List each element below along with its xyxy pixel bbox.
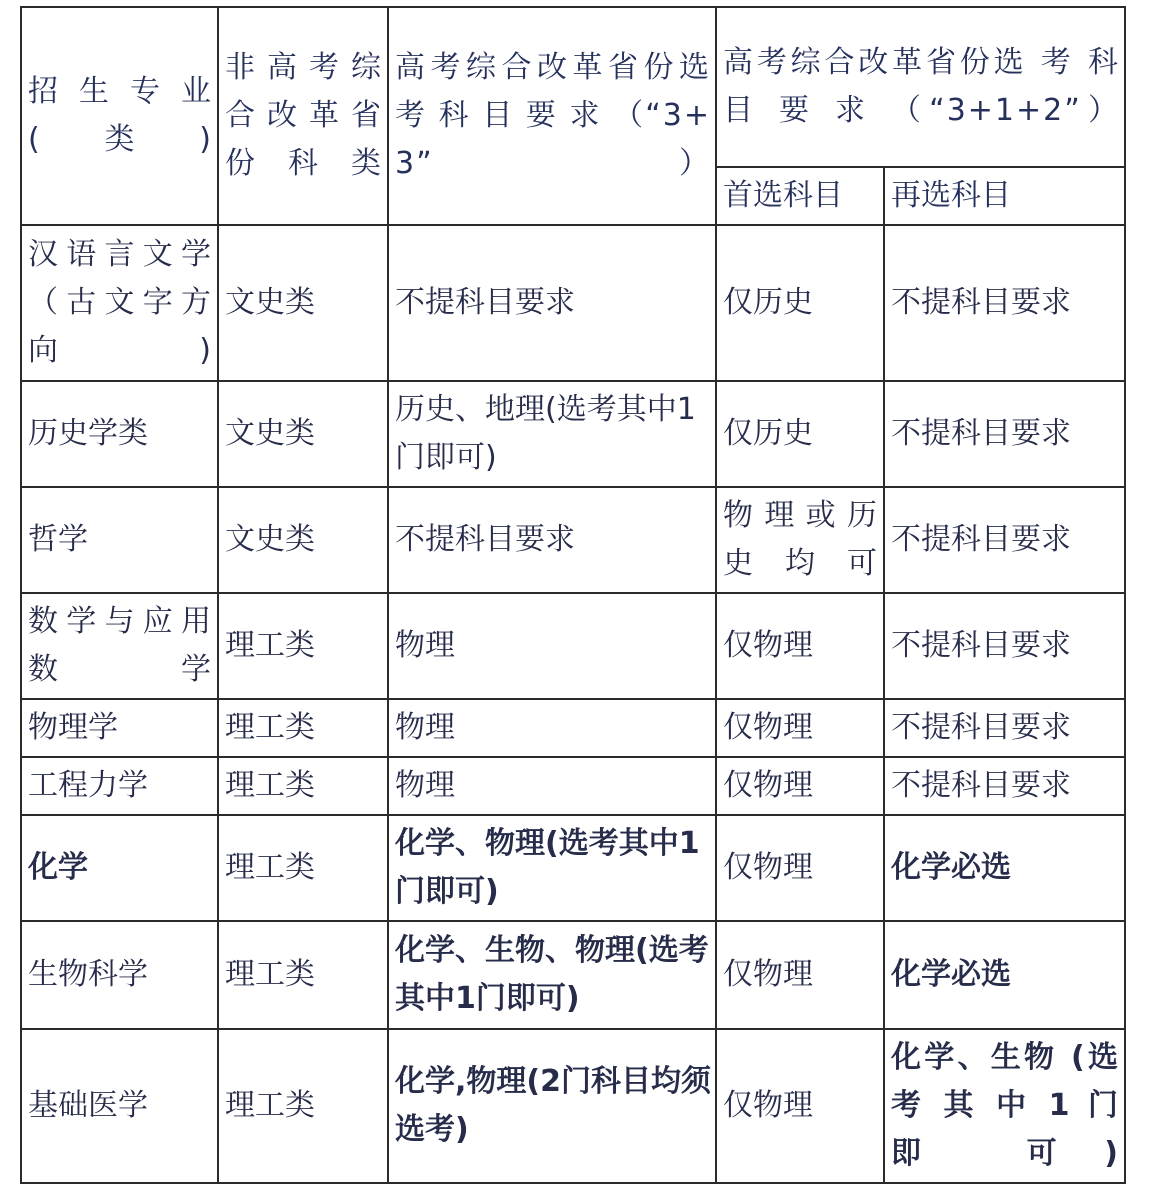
header-non-reform-category: 非高考综合改革省份科类 <box>218 7 388 225</box>
cell-category: 理工类 <box>218 593 388 699</box>
table-row <box>21 381 1125 487</box>
header-reform-312: 高考综合改革省份选 考 科 目 要 求 （“3+1+2”） <box>716 7 1125 167</box>
cell-first-choice: 仅物理 <box>716 815 884 921</box>
cell-category: 理工类 <box>218 1029 388 1183</box>
subject-requirements-table-wrapper <box>20 6 1126 1184</box>
cell-req-33: 化学、物理(选考其中1门即可) <box>388 815 716 921</box>
header-row-1 <box>21 7 1125 167</box>
cell-second-choice: 不提科目要求 <box>884 593 1125 699</box>
cell-second-choice: 不提科目要求 <box>884 699 1125 757</box>
cell-major: 生物科学 <box>21 921 218 1029</box>
header-major: 招 生 专 业 (类) <box>21 7 218 225</box>
cell-category: 理工类 <box>218 699 388 757</box>
cell-first-choice: 仅物理 <box>716 699 884 757</box>
cell-category: 理工类 <box>218 921 388 1029</box>
subject-requirements-table <box>20 6 1126 1184</box>
cell-first-choice: 仅物理 <box>716 1029 884 1183</box>
cell-first-choice: 仅物理 <box>716 593 884 699</box>
table-row <box>21 699 1125 757</box>
cell-req-33: 化学,物理(2门科目均须选考) <box>388 1029 716 1183</box>
cell-req-33: 物理 <box>388 593 716 699</box>
cell-second-choice: 不提科目要求 <box>884 757 1125 815</box>
header-reform-33: 高考综合改革省份选考 科 目 要 求 （“3+3”） <box>388 7 716 225</box>
cell-req-33: 不提科目要求 <box>388 225 716 381</box>
cell-category: 文史类 <box>218 225 388 381</box>
cell-major: 历史学类 <box>21 381 218 487</box>
cell-first-choice: 仅历史 <box>716 381 884 487</box>
table-row <box>21 593 1125 699</box>
table-row <box>21 487 1125 593</box>
cell-req-33: 不提科目要求 <box>388 487 716 593</box>
cell-first-choice: 仅历史 <box>716 225 884 381</box>
cell-second-choice: 不提科目要求 <box>884 381 1125 487</box>
cell-major: 工程力学 <box>21 757 218 815</box>
cell-major: 物理学 <box>21 699 218 757</box>
cell-second-choice: 不提科目要求 <box>884 487 1125 593</box>
cell-first-choice: 物理或历史均可 <box>716 487 884 593</box>
cell-first-choice: 仅物理 <box>716 921 884 1029</box>
cell-category: 理工类 <box>218 757 388 815</box>
cell-major: 数学与应用数学 <box>21 593 218 699</box>
header-second-choice: 再选科目 <box>884 167 1125 225</box>
cell-category: 理工类 <box>218 815 388 921</box>
cell-category: 文史类 <box>218 487 388 593</box>
cell-second-choice: 不提科目要求 <box>884 225 1125 381</box>
header-first-choice: 首选科目 <box>716 167 884 225</box>
cell-first-choice: 仅物理 <box>716 757 884 815</box>
cell-category: 文史类 <box>218 381 388 487</box>
table-row <box>21 815 1125 921</box>
table-row <box>21 1029 1125 1183</box>
cell-second-choice: 化学必选 <box>884 921 1125 1029</box>
table-row <box>21 225 1125 381</box>
table-row <box>21 921 1125 1029</box>
cell-second-choice: 化学必选 <box>884 815 1125 921</box>
table-row <box>21 757 1125 815</box>
cell-major: 基础医学 <box>21 1029 218 1183</box>
cell-second-choice: 化学、生物 (选考 其 中 1 门 即 可) <box>884 1029 1125 1183</box>
cell-req-33: 化学、生物、物理(选考其中1门即可) <box>388 921 716 1029</box>
cell-major: 化学 <box>21 815 218 921</box>
cell-req-33: 物理 <box>388 757 716 815</box>
cell-req-33: 历史、地理(选考其中1门即可) <box>388 381 716 487</box>
cell-req-33: 物理 <box>388 699 716 757</box>
cell-major: 哲学 <box>21 487 218 593</box>
cell-major: 汉语言文学（古文字方向) <box>21 225 218 381</box>
